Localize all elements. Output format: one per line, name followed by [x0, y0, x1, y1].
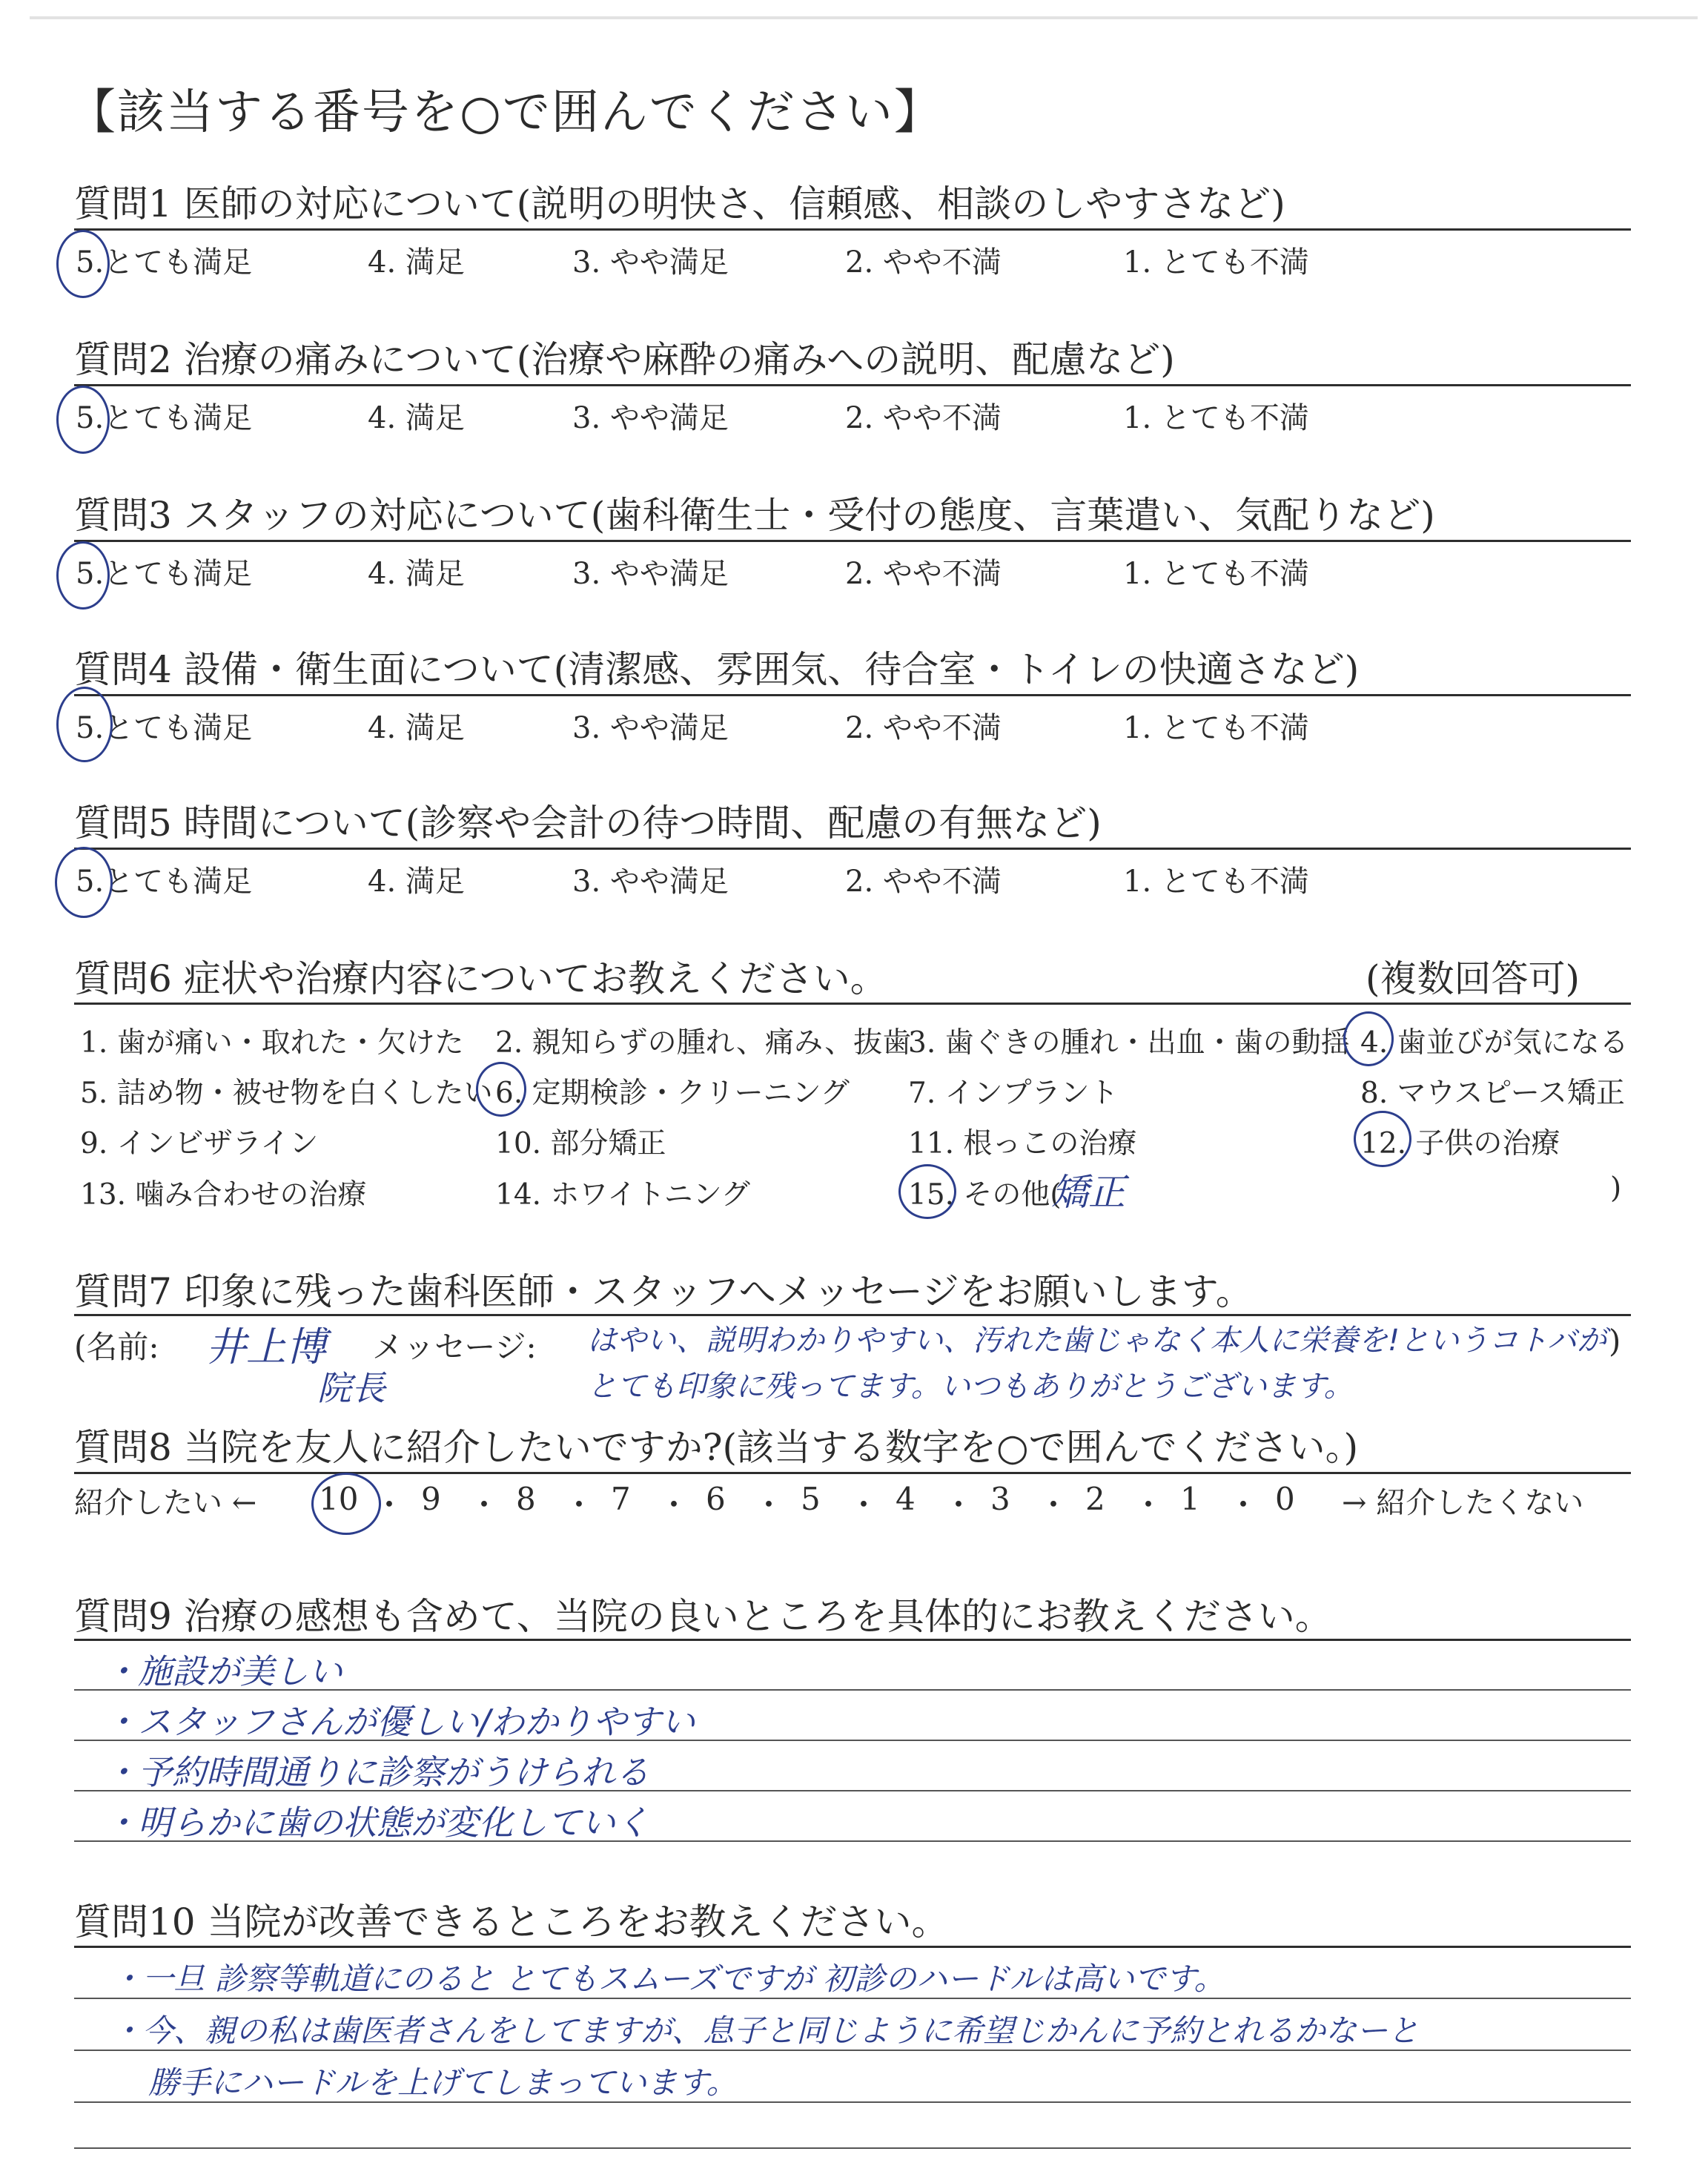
q7-message-label: メッセージ: [372, 1329, 537, 1365]
q8-scale-8[interactable]: 8 [516, 1481, 536, 1517]
q6-circle-15 [898, 1164, 956, 1219]
q10-line-1: ・一旦 診察等軌道にのると とてもスムーズですが 初診のハードルは高いです。 [111, 1961, 1225, 1997]
q10-line-3: 勝手にハードルを上げてしまっています。 [148, 2064, 738, 2101]
q3-option-4[interactable]: 4. 満足 [368, 557, 465, 591]
question-1-title: 質問1 医師の対応について(説明の明快さ、信頼感、相談のしやすさなど) [74, 182, 1285, 225]
q6-option-13[interactable]: 13. 噛み合わせの治療 [80, 1178, 367, 1212]
q8-scale-9[interactable]: 9 [421, 1481, 441, 1517]
q5-option-5[interactable]: 5.とても満足 [76, 865, 253, 899]
q7-role-handwritten: 院長 [317, 1368, 385, 1408]
q3-option-3[interactable]: 3. やや満足 [572, 557, 729, 591]
question-2-rule [74, 384, 1631, 386]
question-4-rule [74, 694, 1631, 696]
question-8-title: 質問8 当院を友人に紹介したいですか?(該当する数字を○で囲んでください。) [74, 1426, 1359, 1469]
q8-scale-7[interactable]: 7 [611, 1481, 631, 1517]
q6-option-10[interactable]: 10. 部分矯正 [495, 1127, 666, 1160]
question-3-title: 質問3 スタッフの対応について(歯科衛生士・受付の態度、言葉遣い、気配りなど) [74, 494, 1435, 537]
q8-right-label: → 紹介したくない [1342, 1486, 1584, 1520]
q9-line-4: ・明らかに歯の状態が変化していく [104, 1803, 649, 1843]
q3-option-2[interactable]: 2. やや不満 [845, 557, 1002, 591]
q8-scale-10[interactable]: 10 [319, 1481, 359, 1517]
question-7-title: 質問7 印象に残った歯科医師・スタッフへメッセージをお願いします。 [74, 1270, 1253, 1313]
q4-option-4[interactable]: 4. 満足 [368, 711, 465, 745]
question-6-rule [74, 1003, 1631, 1005]
q8-scale-separator: ・ [1228, 1487, 1260, 1523]
top-divider [30, 16, 1698, 19]
q1-option-1[interactable]: 1. とても不満 [1123, 245, 1309, 280]
q8-scale-1[interactable]: 1 [1180, 1481, 1200, 1517]
q2-option-2[interactable]: 2. やや不満 [845, 401, 1002, 435]
q6-option-5[interactable]: 5. 詰め物・被せ物を白くしたい [80, 1077, 493, 1110]
question-10-rule-5 [74, 2147, 1631, 2149]
q6-option-6[interactable]: 6. 定期検診・クリーニング [495, 1077, 850, 1110]
q4-option-1[interactable]: 1. とても不満 [1123, 711, 1309, 745]
q8-scale-3[interactable]: 3 [990, 1481, 1010, 1517]
q8-answer-circle [311, 1473, 381, 1535]
q6-option-3[interactable]: 3. 歯ぐきの腫れ・出血・歯の動揺 [908, 1026, 1350, 1060]
q8-scale-5[interactable]: 5 [801, 1481, 821, 1517]
question-6-note: (複数回答可) [1366, 957, 1580, 1000]
q8-scale-6[interactable]: 6 [706, 1481, 726, 1517]
q6-option-14[interactable]: 14. ホワイトニング [495, 1178, 750, 1212]
question-6-title: 質問6 症状や治療内容についてお教えください。 [74, 957, 887, 1000]
q1-option-2[interactable]: 2. やや不満 [845, 245, 1002, 280]
q2-option-3[interactable]: 3. やや満足 [572, 401, 729, 435]
q8-left-label: 紹介したい ← [74, 1486, 257, 1520]
q2-option-4[interactable]: 4. 満足 [368, 401, 465, 435]
q3-answer-circle [56, 541, 110, 610]
q8-scale-separator: ・ [374, 1487, 406, 1523]
q3-option-1[interactable]: 1. とても不満 [1123, 557, 1309, 591]
q4-answer-circle [56, 687, 113, 762]
question-1-rule [74, 228, 1631, 231]
q6-option-11[interactable]: 11. 根っこの治療 [908, 1127, 1137, 1160]
q8-scale-separator: ・ [848, 1487, 880, 1523]
question-9-rule-1 [74, 1639, 1631, 1641]
q9-line-1: ・施設が美しい [104, 1651, 342, 1691]
q1-option-4[interactable]: 4. 満足 [368, 245, 465, 280]
q5-option-3[interactable]: 3. やや満足 [572, 865, 729, 899]
q8-scale-separator: ・ [658, 1487, 690, 1523]
q4-option-2[interactable]: 2. やや不満 [845, 711, 1002, 745]
q6-option-8[interactable]: 8. マウスピース矯正 [1360, 1077, 1625, 1110]
question-3-rule [74, 540, 1631, 542]
q8-scale-2[interactable]: 2 [1085, 1481, 1105, 1517]
q6-circle-12 [1354, 1111, 1411, 1167]
q7-message-line-1: はやい、説明わかりやすい、汚れた歯じゃなく本人に栄養を!というコトバが [587, 1324, 1607, 1358]
q2-option-1[interactable]: 1. とても不満 [1123, 401, 1309, 435]
q6-option-7[interactable]: 7. インプラント [908, 1077, 1119, 1110]
q1-answer-circle [56, 230, 110, 298]
question-9-title: 質問9 治療の感想も含めて、当院の良いところを具体的にお教えください。 [74, 1595, 1332, 1638]
q4-option-5[interactable]: 5.とても満足 [76, 711, 253, 745]
question-10-rule-1 [74, 1946, 1631, 1948]
q5-answer-circle [55, 847, 113, 918]
q5-option-1[interactable]: 1. とても不満 [1123, 865, 1309, 899]
q6-other-handwritten: 矯正 [1051, 1171, 1125, 1214]
q6-circle-4 [1343, 1011, 1394, 1066]
q8-scale-separator: ・ [943, 1487, 975, 1523]
q8-scale-separator: ・ [1133, 1487, 1165, 1523]
q9-line-3: ・予約時間通りに診察がうけられる [104, 1752, 649, 1792]
question-8-rule [74, 1472, 1631, 1474]
question-5-title: 質問5 時間について(診察や会計の待つ時間、配慮の有無など) [74, 802, 1102, 845]
question-4-title: 質問4 設備・衛生面について(清潔感、雰囲気、待合室・トイレの快適さなど) [74, 648, 1360, 691]
q6-option-15[interactable]: 15. その他( [908, 1178, 1062, 1212]
q9-line-2: ・スタッフさんが優しい/わかりやすい [104, 1702, 695, 1742]
q6-option-1[interactable]: 1. 歯が痛い・取れた・欠けた [80, 1026, 464, 1060]
q6-option-9[interactable]: 9. インビザライン [80, 1127, 319, 1160]
q2-answer-circle [56, 386, 110, 454]
q8-scale-0[interactable]: 0 [1275, 1481, 1295, 1517]
question-5-rule [74, 848, 1631, 850]
q3-option-5[interactable]: 5.とても満足 [76, 557, 253, 591]
q5-option-4[interactable]: 4. 満足 [368, 865, 465, 899]
q4-option-3[interactable]: 3. やや満足 [572, 711, 729, 745]
q6-option-12[interactable]: 12. 子供の治療 [1360, 1127, 1560, 1160]
q6-option-15-close: ) [1610, 1172, 1622, 1205]
q6-option-4[interactable]: 4. 歯並びが気になる [1360, 1026, 1629, 1060]
q1-option-3[interactable]: 3. やや満足 [572, 245, 729, 280]
q10-line-2: ・今、親の私は歯医者さんをしてますが、息子と同じように希望じかんに予約とれるかなーと [111, 2012, 1420, 2049]
q8-scale-4[interactable]: 4 [896, 1481, 916, 1517]
q8-scale-separator: ・ [469, 1487, 500, 1523]
q8-scale-separator: ・ [563, 1487, 595, 1523]
q8-scale-separator: ・ [753, 1487, 785, 1523]
q8-scale-separator: ・ [1038, 1487, 1070, 1523]
q5-option-2[interactable]: 2. やや不満 [845, 865, 1002, 899]
question-10-title: 質問10 当院が改善できるところをお教えください。 [74, 1900, 949, 1943]
q6-option-2[interactable]: 2. 親知らずの腫れ、痛み、抜歯 [495, 1026, 912, 1060]
q7-message-line-2: とても印象に残ってます。いつもありがとうございます。 [587, 1370, 1354, 1404]
q1-option-5[interactable]: 5.とても満足 [76, 245, 253, 280]
q7-name-handwritten: 井上博 [206, 1324, 326, 1370]
q7-name-label: (名前: [74, 1329, 159, 1365]
q6-circle-6 [476, 1062, 526, 1117]
q2-option-5[interactable]: 5.とても満足 [76, 401, 253, 435]
page-title: 【該当する番号を○で囲んでください】 [68, 85, 943, 140]
q7-close-paren: ) [1609, 1323, 1621, 1359]
question-2-title: 質問2 治療の痛みについて(治療や麻酔の痛みへの説明、配慮など) [74, 338, 1175, 381]
